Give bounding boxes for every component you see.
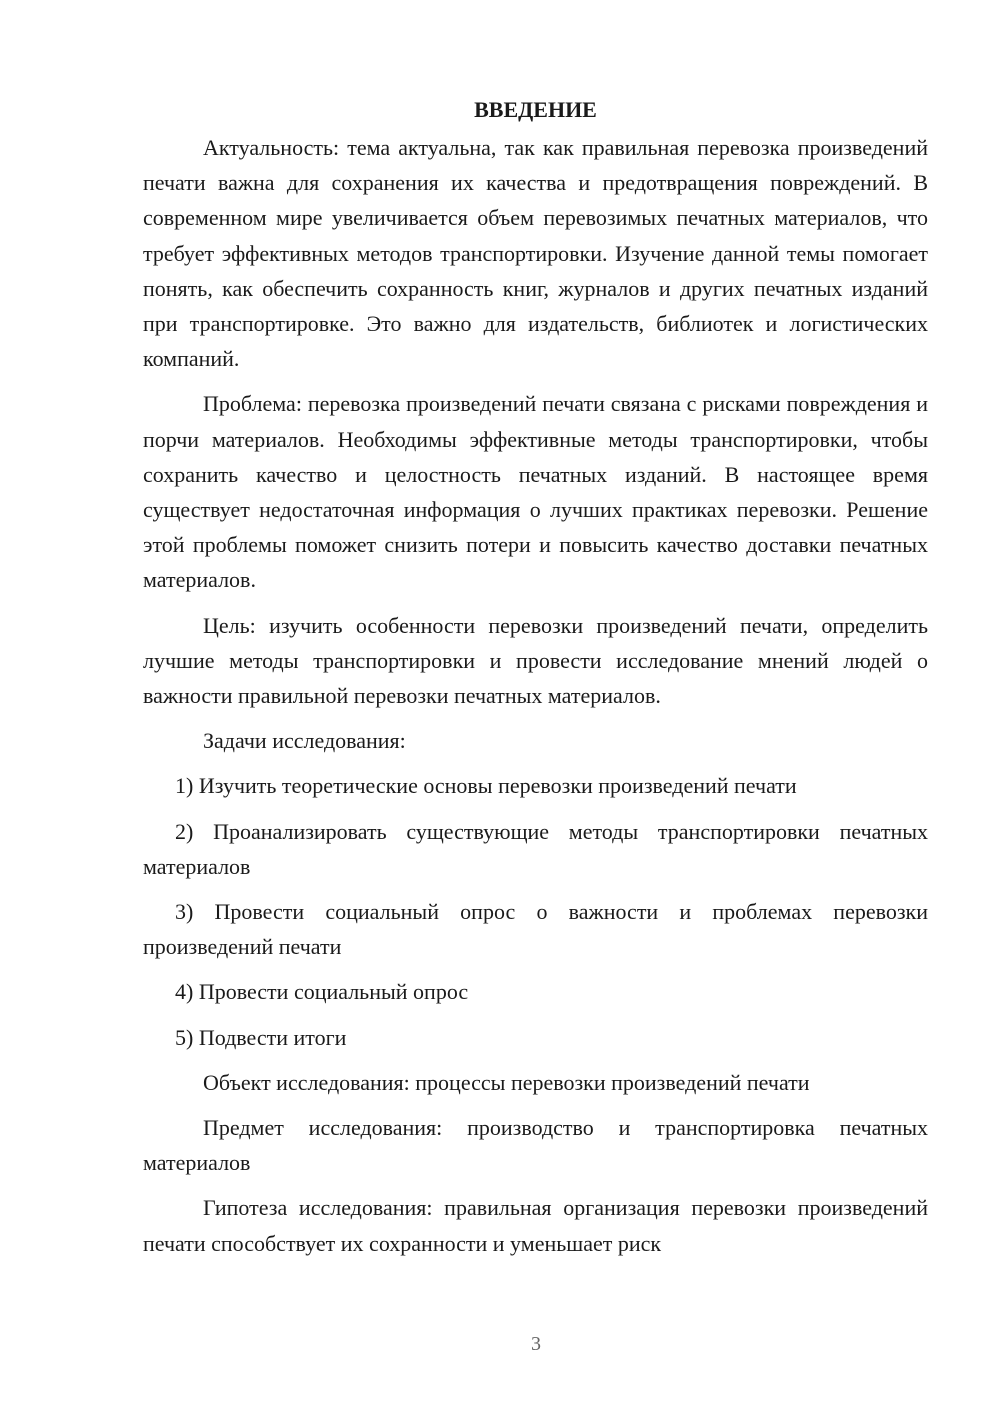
problem-paragraph: Проблема: перевозка произведений печати связана с рисками повреждения и порчи материалов. Необходимы эффективные методы транспортировки, чтобы сохранить качество и целостность печатных изданий. В настоящее время существует недостаточная информация о лучших практиках перевозки. Решение этой проблемы поможет снизить потери и повысить качество доставки печатных материалов. — [143, 391, 928, 593]
task-item-5: 5) Подвести итоги — [175, 1024, 347, 1050]
relevance-paragraph: Актуальность: тема актуальна, так как правильная перевозка произведений печати важна для сохранения их качества и предотвращения повреждений. В современном мире увеличивается объем перевозимых печатных материалов, что требует эффективных методов транспортировки. Изучение данной темы помогает понять, как обеспечить сохранность книг, журналов и других печатных изданий при транспортировке. Это важно для издательств, библиотек и логистических компаний. — [143, 135, 928, 372]
task-item-3: 3) Провести социальный опрос о важности и проблемах перевозки произведений печати — [143, 899, 928, 960]
page-number: 3 — [531, 1333, 541, 1355]
tasks-heading: Задачи исследования: — [203, 728, 406, 754]
task-item-1: 1) Изучить теоретические основы перевозки произведений печати — [175, 773, 797, 799]
section-title: ВВЕДЕНИЕ — [474, 97, 597, 122]
object-paragraph: Объект исследования: процессы перевозки произведений печати — [203, 1069, 810, 1095]
goal-paragraph: Цель: изучить особенности перевозки произведений печати, определить лучшие методы транспортировки и провести исследование мнений людей о важности правильной перевозки печатных материалов. — [143, 612, 928, 709]
subject-paragraph: Предмет исследования: производство и транспортировка печатных материалов — [143, 1115, 928, 1176]
task-item-2: 2) Проанализировать существующие методы транспортировки печатных материалов — [143, 818, 928, 879]
document-body — [143, 92, 928, 1271]
hypothesis-paragraph: Гипотеза исследования: правильная организация перевозки произведений печати способствует их сохранности и уменьшает риск — [143, 1195, 928, 1256]
task-item-4: 4) Провести социальный опрос — [175, 979, 469, 1005]
